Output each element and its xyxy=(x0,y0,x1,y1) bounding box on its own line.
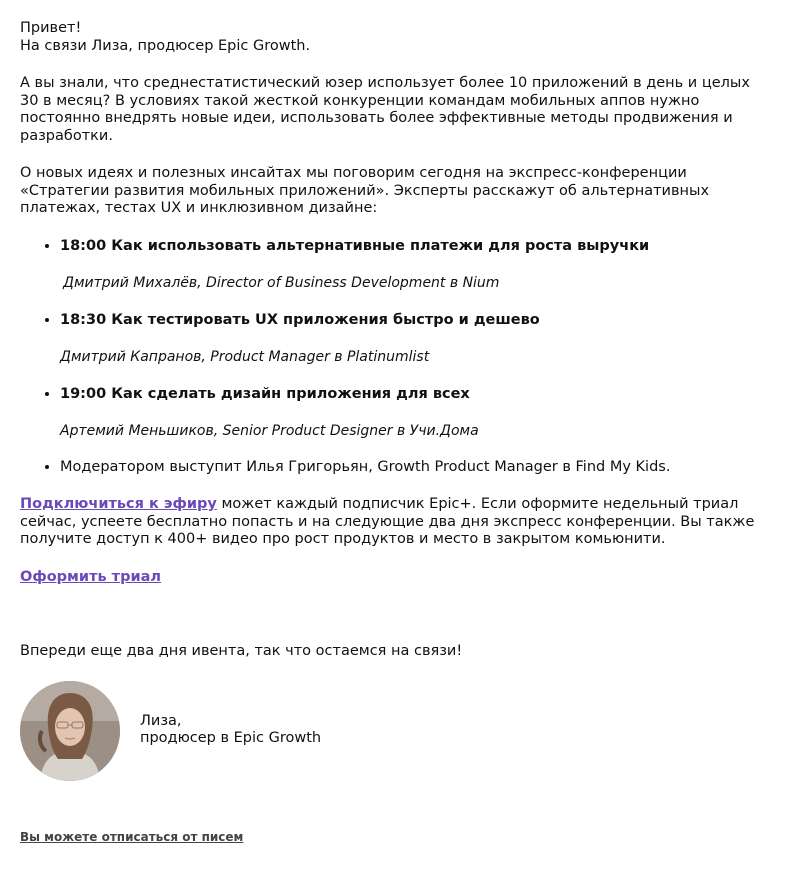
greeting-line-1: Привет! xyxy=(20,20,82,36)
announcement-paragraph: О новых идеях и полезных инсайтах мы поговорим сегодня на экспресс-конференции «Стратегии развития мобильных приложений». Эксперты расскажут об альтернативных платежах, тестах UX и инклюзивном дизайне: xyxy=(20,165,710,216)
greeting xyxy=(20,20,765,55)
signature-name: Лиза, xyxy=(140,712,182,729)
trial-row xyxy=(20,569,765,587)
join-paragraph xyxy=(20,496,765,549)
signature-role: продюсер в Epic Growth xyxy=(140,730,322,746)
avatar xyxy=(20,681,120,781)
moderator-text: • Модератором выступит Илья Григорьян, Growth Product Manager в Find My Kids. xyxy=(60,458,671,475)
agenda-item xyxy=(60,237,765,293)
talk-title: • 19:00 Как сделать дизайн приложения для всех xyxy=(60,385,470,402)
talk-title: • 18:00 Как использовать альтернативные платежи для роста выручки xyxy=(60,237,650,254)
agenda-item-moderator xyxy=(60,459,765,477)
talk-speaker: Артемий Меньшиков, Senior Product Designer в Учи.Дома xyxy=(60,423,479,439)
agenda-list xyxy=(20,237,765,477)
signature-text xyxy=(140,713,321,748)
start-trial-link[interactable]: Оформить триал xyxy=(20,568,162,585)
agenda-item xyxy=(60,311,765,367)
intro-paragraph: А вы знали, что среднестатистический юзер использует более 10 приложений в день и целых 30 в месяц? В условиях такой жесткой конкуренции командам мобильных аппов нужно постоянно внедрять новые идеи, использовать более эффективные методы продвижения и разработки. xyxy=(20,75,750,144)
agenda-item xyxy=(60,385,765,441)
talk-speaker: Дмитрий Михалёв, Director of Business Development в Nium xyxy=(63,275,500,291)
greeting-line-2: На связи Лиза, продюсер Epic Growth. xyxy=(20,37,311,54)
signature xyxy=(20,681,765,781)
closing-paragraph: Впереди еще два дня ивента, так что остаемся на связи! xyxy=(20,643,463,659)
join-stream-link[interactable]: Подключиться к эфиру xyxy=(20,496,217,512)
talk-title: • 18:30 Как тестировать UX приложения быстро и дешево xyxy=(60,311,540,328)
producer-photo-icon xyxy=(20,681,120,781)
unsubscribe-row xyxy=(20,829,765,847)
talk-speaker: Дмитрий Капранов, Product Manager в Platinumlist xyxy=(60,349,430,365)
unsubscribe-link[interactable]: Вы можете отписаться от писем xyxy=(20,829,244,844)
join-text: может каждый подписчик Epic+. Если оформите недельный триал сейчас, успеете бесплатно попасть и на следующие два дня экспресс конференции. Вы также получите доступ к 400+ видео про рост продуктов и место в закрытом комьюнити. xyxy=(20,496,755,547)
